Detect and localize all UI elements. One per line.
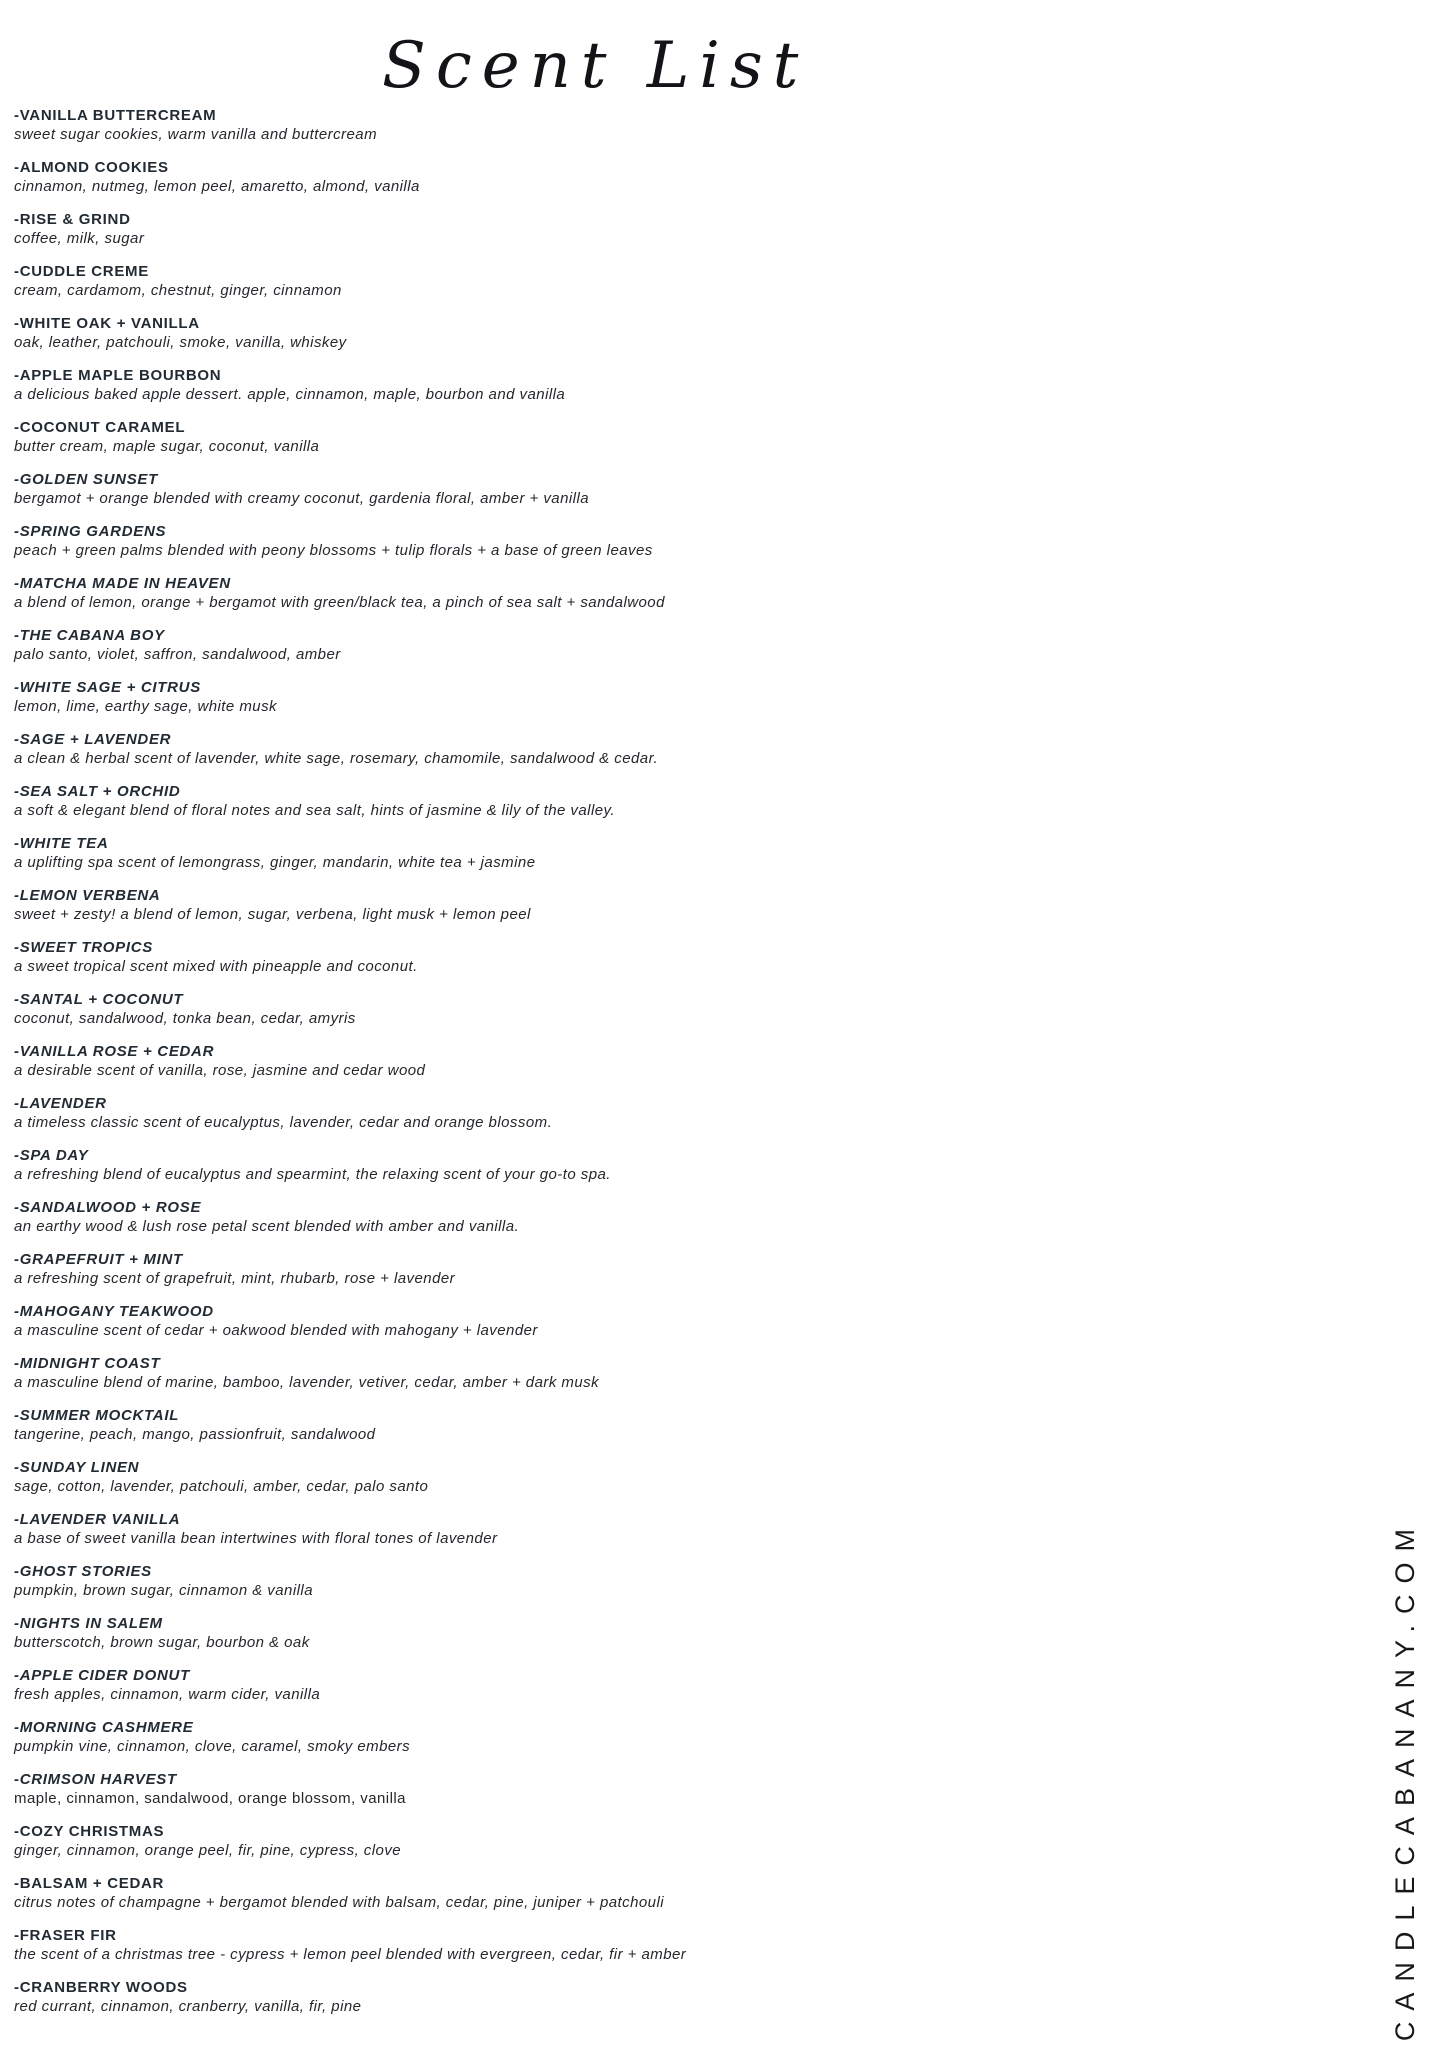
scent-item — [14, 1094, 994, 1132]
scent-description: cream, cardamom, chestnut, ginger, cinnamon — [14, 282, 342, 299]
scent-description: pumpkin, brown sugar, cinnamon & vanilla — [14, 1582, 313, 1599]
scent-name: -VANILLA BUTTERCREAM — [14, 107, 217, 124]
scent-item — [14, 1250, 994, 1288]
scent-description: butter cream, maple sugar, coconut, vanilla — [14, 438, 320, 455]
scent-name: -CUDDLE CREME — [14, 263, 149, 280]
scent-item — [14, 626, 994, 664]
scent-description: a delicious baked apple dessert. apple, cinnamon, maple, bourbon and vanilla — [14, 386, 566, 403]
scent-description: sweet + zesty! a blend of lemon, sugar, verbena, light musk + lemon peel — [14, 906, 531, 923]
scent-name: -WHITE SAGE + CITRUS — [14, 679, 201, 696]
scent-description: the scent of a christmas tree - cypress + lemon peel blended with evergreen, cedar, fir + amber — [14, 1946, 687, 1963]
scent-name: -SANDALWOOD + ROSE — [14, 1199, 202, 1216]
scent-name: -WHITE OAK + VANILLA — [14, 315, 200, 332]
scent-description: ginger, cinnamon, orange peel, fir, pine, cypress, clove — [14, 1842, 402, 1859]
scent-item — [14, 1614, 994, 1652]
scent-description: bergamot + orange blended with creamy coconut, gardenia floral, amber + vanilla — [14, 490, 590, 507]
scent-item — [14, 938, 994, 976]
scent-description: a blend of lemon, orange + bergamot with green/black tea, a pinch of sea salt + sandalwood — [14, 594, 665, 611]
scent-name: -SPA DAY — [14, 1147, 89, 1164]
scent-description: a uplifting spa scent of lemongrass, ginger, mandarin, white tea + jasmine — [14, 854, 536, 871]
scent-item — [14, 1042, 994, 1080]
scent-description: coffee, milk, sugar — [14, 230, 145, 247]
scent-item — [14, 1822, 994, 1860]
scent-item — [14, 574, 994, 612]
scent-name: -LEMON VERBENA — [14, 887, 161, 904]
scent-description: oak, leather, patchouli, smoke, vanilla, whiskey — [14, 334, 347, 351]
scent-name: -CRIMSON HARVEST — [14, 1771, 177, 1788]
scent-item — [14, 1354, 994, 1392]
scent-item — [14, 1510, 994, 1548]
scent-item — [14, 1146, 994, 1184]
scent-item — [14, 1978, 994, 2016]
scent-description: a refreshing scent of grapefruit, mint, rhubarb, rose + lavender — [14, 1270, 456, 1287]
scent-item — [14, 1406, 994, 1444]
scent-description: a refreshing blend of eucalyptus and spearmint, the relaxing scent of your go-to spa. — [14, 1166, 611, 1183]
scent-name: -SUMMER MOCKTAIL — [14, 1407, 180, 1424]
scent-item — [14, 314, 994, 352]
scent-description: coconut, sandalwood, tonka bean, cedar, amyris — [14, 1010, 356, 1027]
scent-item — [14, 1770, 994, 1808]
scent-description: peach + green palms blended with peony blossoms + tulip florals + a base of green leaves — [14, 542, 653, 559]
scent-item — [14, 834, 994, 872]
scent-name: -WHITE TEA — [14, 835, 109, 852]
scent-item — [14, 1718, 994, 1756]
scent-description: a timeless classic scent of eucalyptus, lavender, cedar and orange blossom. — [14, 1114, 553, 1131]
scent-item — [14, 886, 994, 924]
scent-name: -COCONUT CARAMEL — [14, 419, 186, 436]
scent-name: -VANILLA ROSE + CEDAR — [14, 1043, 215, 1060]
scent-item — [14, 470, 994, 508]
scent-description: a sweet tropical scent mixed with pineapple and coconut. — [14, 958, 418, 975]
scent-name: -NIGHTS IN SALEM — [14, 1615, 163, 1632]
scent-name: -SAGE + LAVENDER — [14, 731, 172, 748]
scent-description: fresh apples, cinnamon, warm cider, vanilla — [14, 1686, 321, 1703]
scent-name: -ALMOND COOKIES — [14, 159, 169, 176]
scent-description: butterscotch, brown sugar, bourbon & oak — [14, 1634, 310, 1651]
page-title: Scent List — [382, 28, 809, 103]
scent-item — [14, 158, 994, 196]
scent-name: -SUNDAY LINEN — [14, 1459, 140, 1476]
scent-description: tangerine, peach, mango, passionfruit, sandalwood — [14, 1426, 376, 1443]
scent-description: a masculine scent of cedar + oakwood blended with mahogany + lavender — [14, 1322, 538, 1339]
website-url-vertical: CANDLECABANANY.COM — [1390, 1517, 1420, 2041]
scent-name: -MORNING CASHMERE — [14, 1719, 194, 1736]
scent-name: -GHOST STORIES — [14, 1563, 152, 1580]
scent-description: red currant, cinnamon, cranberry, vanilla, fir, pine — [14, 1998, 362, 2015]
scent-name: -GOLDEN SUNSET — [14, 471, 158, 488]
scent-item — [14, 522, 994, 560]
scent-name: -MAHOGANY TEAKWOOD — [14, 1303, 214, 1320]
scent-description: a masculine blend of marine, bamboo, lavender, vetiver, cedar, amber + dark musk — [14, 1374, 600, 1391]
scent-name: -MIDNIGHT COAST — [14, 1355, 161, 1372]
scent-name: -SANTAL + COCONUT — [14, 991, 184, 1008]
scent-name: -THE CABANA BOY — [14, 627, 165, 644]
scent-name: -FRASER FIR — [14, 1927, 117, 1944]
scent-description: lemon, lime, earthy sage, white musk — [14, 698, 277, 715]
scent-name: -CRANBERRY WOODS — [14, 1979, 188, 1996]
scent-description: palo santo, violet, saffron, sandalwood, amber — [14, 646, 341, 663]
scent-item — [14, 782, 994, 820]
scent-list — [14, 106, 994, 2030]
scent-item — [14, 1198, 994, 1236]
scent-name: -GRAPEFRUIT + MINT — [14, 1251, 183, 1268]
scent-description: pumpkin vine, cinnamon, clove, caramel, smoky embers — [14, 1738, 411, 1755]
scent-name: -SEA SALT + ORCHID — [14, 783, 181, 800]
scent-description: maple, cinnamon, sandalwood, orange blossom, vanilla — [14, 1790, 406, 1807]
scent-name: -LAVENDER — [14, 1095, 107, 1112]
scent-item — [14, 262, 994, 300]
scent-name: -APPLE CIDER DONUT — [14, 1667, 190, 1684]
scent-description: a desirable scent of vanilla, rose, jasmine and cedar wood — [14, 1062, 426, 1079]
scent-name: -BALSAM + CEDAR — [14, 1875, 165, 1892]
scent-item — [14, 1458, 994, 1496]
scent-description: a base of sweet vanilla bean intertwines with floral tones of lavender — [14, 1530, 498, 1547]
scent-item — [14, 1926, 994, 1964]
scent-name: -MATCHA MADE IN HEAVEN — [14, 575, 231, 592]
scent-item — [14, 366, 994, 404]
scent-description: an earthy wood & lush rose petal scent blended with amber and vanilla. — [14, 1218, 520, 1235]
scent-description: sage, cotton, lavender, patchouli, amber, cedar, palo santo — [14, 1478, 429, 1495]
scent-description: a soft & elegant blend of floral notes and sea salt, hints of jasmine & lily of the valley. — [14, 802, 615, 819]
scent-name: -SWEET TROPICS — [14, 939, 153, 956]
scent-description: cinnamon, nutmeg, lemon peel, amaretto, almond, vanilla — [14, 178, 420, 195]
scent-description: sweet sugar cookies, warm vanilla and buttercream — [14, 126, 378, 143]
scent-item — [14, 1666, 994, 1704]
scent-item — [14, 990, 994, 1028]
scent-item — [14, 210, 994, 248]
scent-item — [14, 1562, 994, 1600]
scent-name: -COZY CHRISTMAS — [14, 1823, 165, 1840]
scent-item — [14, 1302, 994, 1340]
scent-name: -LAVENDER VANILLA — [14, 1511, 181, 1528]
scent-item — [14, 418, 994, 456]
scent-item — [14, 106, 994, 144]
scent-item — [14, 730, 994, 768]
scent-name: -APPLE MAPLE BOURBON — [14, 367, 222, 384]
scent-description: a clean & herbal scent of lavender, white sage, rosemary, chamomile, sandalwood & cedar. — [14, 750, 659, 767]
scent-name: -RISE & GRIND — [14, 211, 131, 228]
scent-name: -SPRING GARDENS — [14, 523, 167, 540]
scent-item — [14, 1874, 994, 1912]
scent-description: citrus notes of champagne + bergamot blended with balsam, cedar, pine, juniper + patchouli — [14, 1894, 665, 1911]
scent-item — [14, 678, 994, 716]
